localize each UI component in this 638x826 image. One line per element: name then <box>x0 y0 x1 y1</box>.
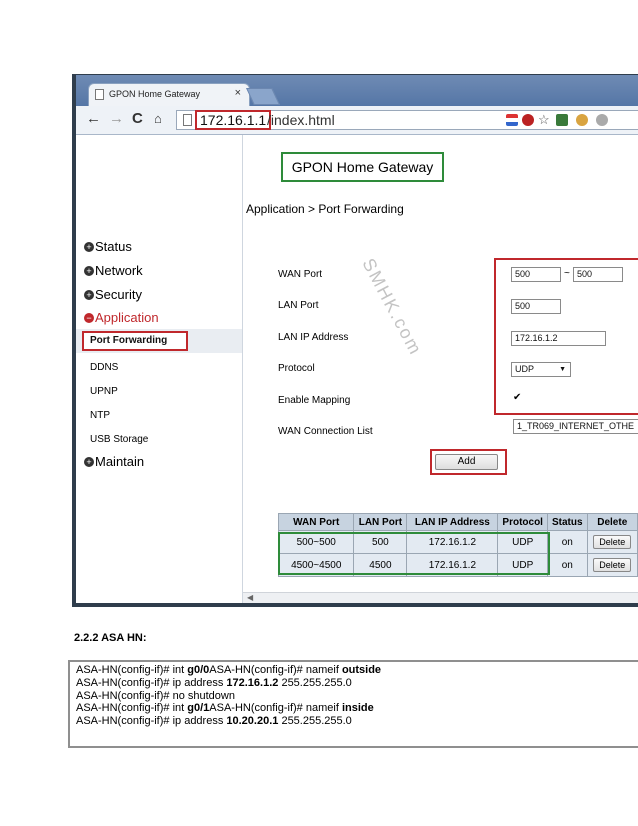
col-status: Status <box>547 514 587 531</box>
highlight-box-rows <box>278 532 550 575</box>
config-line <box>76 664 381 677</box>
config-code-box <box>68 660 638 748</box>
section-heading: 2.2.2 ASA HN: <box>74 632 147 644</box>
enable-mapping-label: Enable Mapping <box>278 395 351 406</box>
submenu-ddns[interactable]: DDNS <box>90 362 119 373</box>
settings-icon[interactable] <box>596 114 608 126</box>
lan-ip-input[interactable]: 172.16.1.2 <box>511 331 606 346</box>
range-separator: ~ <box>564 268 570 279</box>
lan-ip-label: LAN IP Address <box>278 332 349 343</box>
enable-mapping-checkbox[interactable]: ✔ <box>513 392 522 403</box>
config-line <box>76 702 374 715</box>
cell-status: on <box>547 554 587 577</box>
col-lan-ip: LAN IP Address <box>407 514 498 531</box>
config-value: 172.16.1.2 <box>226 677 279 689</box>
wan-connection-label: WAN Connection List <box>278 426 373 437</box>
menu-item-security[interactable]: + Security <box>84 287 142 302</box>
back-icon[interactable]: ← <box>86 110 101 127</box>
browser-tab[interactable] <box>88 83 250 107</box>
config-line <box>76 715 352 728</box>
submenu-port-forwarding-label: Port Forwarding <box>90 335 168 346</box>
breadcrumb: Application > Port Forwarding <box>246 202 404 216</box>
config-text: 255.255.255.0 <box>278 715 352 727</box>
expand-icon: + <box>84 290 94 300</box>
sidebar-divider <box>242 135 243 605</box>
config-text: ASA-HN(config-if)# ip address <box>76 715 227 727</box>
horizontal-scrollbar[interactable] <box>243 592 638 605</box>
config-text: ASA-HN(config-if)# int <box>76 664 188 676</box>
expand-icon: + <box>84 266 94 276</box>
browser-screenshot <box>72 74 638 607</box>
extension-icon[interactable] <box>556 114 568 126</box>
home-icon[interactable]: ⌂ <box>154 111 162 126</box>
menu-item-maintain[interactable]: + Maintain <box>84 454 144 469</box>
config-text: 255.255.255.0 <box>278 677 352 689</box>
col-protocol: Protocol <box>498 514 548 531</box>
expand-icon: + <box>84 242 94 252</box>
tab-title: GPON Home Gateway <box>109 89 201 99</box>
config-value: outside <box>341 664 382 676</box>
cell-status: on <box>547 531 587 554</box>
delete-button[interactable]: Delete <box>593 535 631 549</box>
page-icon <box>183 114 192 126</box>
submenu-ntp[interactable]: NTP <box>90 410 110 421</box>
config-text: ASA-HN(config-if)# nameif <box>209 664 342 676</box>
config-value: 10.20.20.1 <box>226 715 279 727</box>
submenu-usb-storage[interactable]: USB Storage <box>90 434 149 445</box>
wan-port-from-input[interactable]: 500 <box>511 267 561 282</box>
config-text: ASA-HN(config-if)# nameif <box>209 702 342 714</box>
config-text: ASA-HN(config-if)# int <box>76 702 188 714</box>
cell-protocol: UDP <box>498 554 548 577</box>
menu-item-network[interactable]: + Network <box>84 263 143 278</box>
config-value: g0/0 <box>187 664 210 676</box>
config-line <box>76 677 352 690</box>
menu-item-application[interactable]: − Application <box>84 310 159 325</box>
flag-icon[interactable] <box>506 114 518 126</box>
cell-delete <box>587 531 637 554</box>
menu-item-status[interactable]: + Status <box>84 239 132 254</box>
protocol-label: Protocol <box>278 363 315 374</box>
cell-delete <box>587 554 637 577</box>
reload-icon[interactable]: C <box>132 110 143 127</box>
star-icon[interactable]: ☆ <box>538 112 550 127</box>
protocol-select[interactable]: UDP ▼ <box>511 362 571 377</box>
delete-button[interactable]: Delete <box>593 558 631 572</box>
page-title: GPON Home Gateway <box>281 152 444 182</box>
cookie-icon[interactable] <box>576 114 588 126</box>
submenu-upnp[interactable]: UPNP <box>90 386 118 397</box>
page-icon <box>95 89 104 100</box>
cell-lan-ip: 172.16.1.2 <box>407 554 498 577</box>
lan-port-input[interactable]: 500 <box>511 299 561 314</box>
config-value: g0/1 <box>187 702 210 714</box>
forward-icon[interactable]: → <box>109 110 124 127</box>
expand-icon: + <box>84 457 94 467</box>
col-wan-port: WAN Port <box>279 514 354 531</box>
cell-protocol: UDP <box>498 531 548 554</box>
wan-port-label: WAN Port <box>278 269 323 280</box>
wan-port-to-input[interactable]: 500 <box>573 267 623 282</box>
close-tab-icon[interactable]: × <box>234 87 241 99</box>
stop-icon[interactable] <box>522 114 534 126</box>
url-path: /index.html <box>267 112 335 128</box>
url-host: 172.16.1.1 <box>195 110 271 130</box>
lan-port-label: LAN Port <box>278 300 319 311</box>
wan-connection-select[interactable]: 1_TR069_INTERNET_OTHE <box>513 419 638 434</box>
config-text: ASA-HN(config-if)# ip address <box>76 677 227 689</box>
collapse-icon: − <box>84 313 94 323</box>
add-button[interactable]: Add <box>435 454 498 470</box>
address-bar[interactable] <box>176 110 638 130</box>
col-lan-port: LAN Port <box>354 514 407 531</box>
dropdown-arrow-icon: ▼ <box>559 366 566 373</box>
cell-wan-port: 4500~4500 <box>279 554 354 577</box>
cell-lan-port: 4500 <box>354 554 407 577</box>
config-text: ASA-HN(config-if)# no shutdown <box>76 690 235 702</box>
table-header-row <box>279 514 638 531</box>
cell-lan-port: 500 <box>354 531 407 554</box>
scroll-left-icon[interactable]: ◀ <box>247 593 254 602</box>
watermark: SMHK.com <box>358 255 427 359</box>
config-value: inside <box>341 702 374 714</box>
col-delete: Delete <box>587 514 637 531</box>
cell-lan-ip: 172.16.1.2 <box>407 531 498 554</box>
cell-wan-port: 500~500 <box>279 531 354 554</box>
